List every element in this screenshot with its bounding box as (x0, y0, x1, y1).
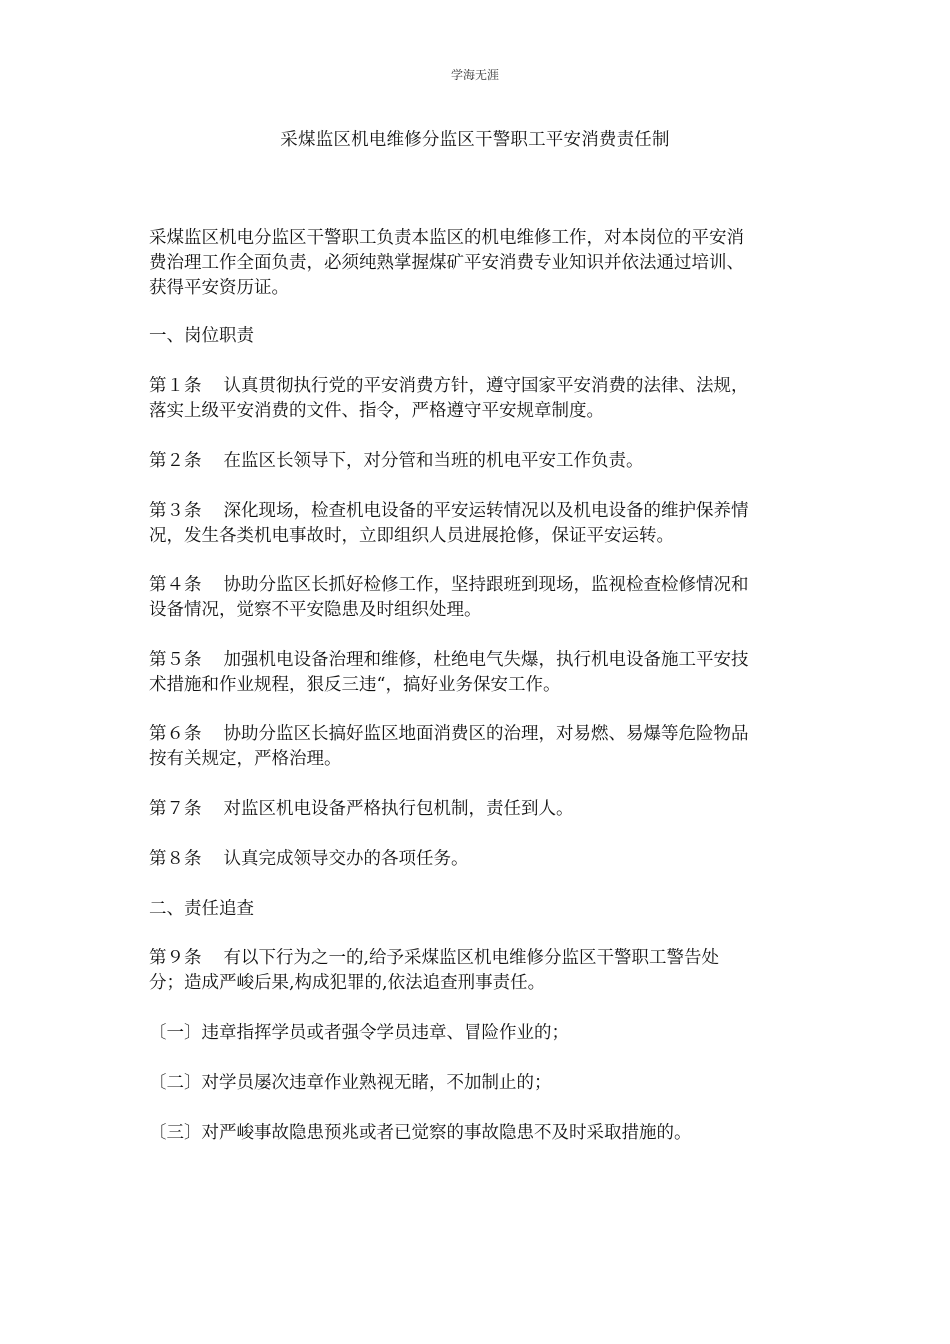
list-item: 〔三〕对严峻事故隐患预兆或者已觉察的事故隐患不及时采取措施的。 (149, 1123, 692, 1143)
article-3 (149, 499, 809, 549)
article-4 (149, 573, 809, 623)
section-heading-duties: 一、岗位职责 (149, 326, 254, 346)
list-item: 〔一〕违章指挥学员或者强令学员违章、冒险作业的； (149, 1023, 569, 1043)
article-text: 落实上级平安消费的文件、指令，严格遵守平安规章制度。 (149, 401, 604, 421)
page-header: 学海无涯 (450, 68, 499, 82)
article-text: 认真完成领导交办的各项任务。 (223, 849, 469, 869)
article-text: 深化现场，检查机电设备的平安运转情况以及机电设备的维护保养情 (223, 501, 749, 521)
article-9 (149, 946, 809, 996)
article-text: 有以下行为之一的,给予采煤监区机电维修分监区干警职工警告处 (223, 948, 720, 968)
article-text: 在监区长领导下，对分管和当班的机电平安工作负责。 (223, 451, 644, 471)
article-text: 分；造成严峻后果,构成犯罪的,依法追查刑事责任。 (149, 973, 546, 993)
intro-line: 费治理工作全面负责，必须纯熟掌握煤矿平安消费专业知识并依法通过培训、 (149, 253, 744, 273)
article-5 (149, 648, 809, 698)
article-number: 第４条 (149, 575, 202, 595)
article-text: 协助分监区长抓好检修工作，坚持跟班到现场，监视检查检修情况和 (223, 575, 749, 595)
article-8 (149, 847, 809, 872)
article-text: 设备情况，觉察不平安隐患及时组织处理。 (149, 600, 482, 620)
list-item: 〔二〕对学员屡次违章作业熟视无睹，不加制止的； (149, 1073, 552, 1093)
article-number: 第６条 (149, 724, 202, 744)
intro-line: 获得平安资历证。 (149, 278, 289, 298)
article-text: 认真贯彻执行党的平安消费方针，遵守国家平安消费的法律、法规， (223, 376, 749, 396)
article-1 (149, 374, 809, 424)
intro-line: 采煤监区机电分监区干警职工负责本监区的机电维修工作，对本岗位的平安消 (149, 228, 744, 248)
article-number: 第７条 (149, 799, 202, 819)
intro-paragraph (149, 226, 809, 301)
article-number: 第９条 (149, 948, 202, 968)
article-6 (149, 722, 809, 772)
article-7 (149, 797, 809, 822)
article-number: 第８条 (149, 849, 202, 869)
article-number: 第３条 (149, 501, 202, 521)
article-number: 第５条 (149, 650, 202, 670)
article-text: 况，发生各类机电事故时，立即组织人员进展抢修，保证平安运转。 (149, 526, 674, 546)
article-text: 按有关规定，严格治理。 (149, 749, 342, 769)
document-title: 采煤监区机电维修分监区干警职工平安消费责任制 (280, 130, 670, 150)
article-text: 协助分监区长搞好监区地面消费区的治理，对易燃、易爆等危险物品 (223, 724, 749, 744)
article-text: 对监区机电设备严格执行包机制，责任到人。 (223, 799, 574, 819)
article-text: 术措施和作业规程，狠反三违“，搞好业务保安工作。 (149, 675, 561, 695)
article-2 (149, 449, 809, 474)
article-text: 加强机电设备治理和维修，杜绝电气失爆，执行机电设备施工平安技 (223, 650, 749, 670)
section-heading-accountability: 二、责任追查 (149, 899, 254, 919)
article-number: 第１条 (149, 376, 202, 396)
article-number: 第２条 (149, 451, 202, 471)
